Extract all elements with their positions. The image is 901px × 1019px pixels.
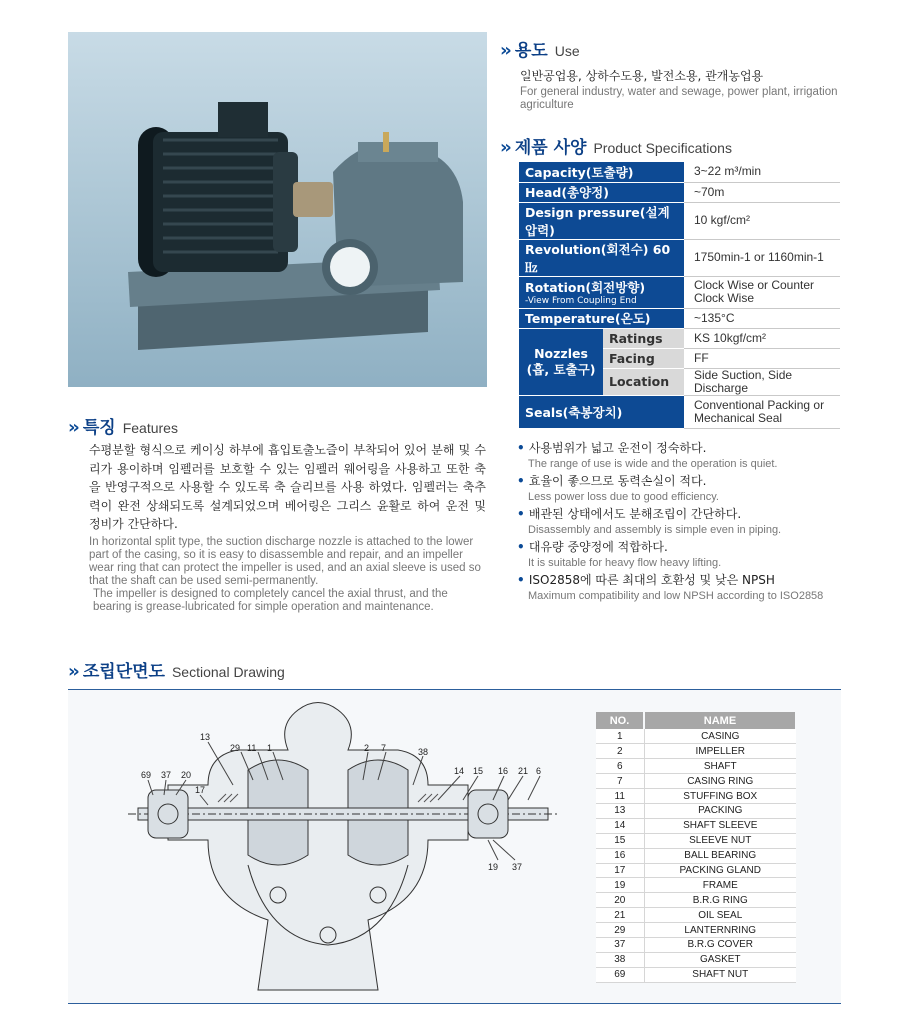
features-title-ko: 특징: [82, 418, 116, 438]
callout-label: 2: [364, 743, 370, 753]
bullet-en: The range of use is wide and the operation is quiet.: [528, 458, 778, 470]
part-name: GASKET: [644, 952, 796, 967]
spec-value: Clock Wise or Counter Clock Wise: [684, 276, 840, 308]
spec-row-capacity: [519, 162, 840, 182]
callout-label: 20: [181, 770, 192, 780]
spec-label: Capacity(토출량): [519, 162, 684, 182]
spec-row-pressure: [519, 202, 840, 239]
spec-label: Temperature(온도): [519, 308, 684, 328]
features-section-title: [68, 413, 178, 438]
spec-label: (흡, 토출구): [526, 361, 596, 377]
part-name: FRAME: [644, 878, 796, 893]
spec-value: ~135°C: [684, 308, 840, 328]
drawing-section-title: [68, 657, 285, 682]
spec-sublabel: Location: [603, 368, 684, 395]
callout-label: 37: [161, 770, 172, 780]
bullet-ko: • 사용범위가 넓고 운전이 정숙하다.: [517, 440, 847, 456]
spec-label-nozzles: [519, 328, 603, 395]
callout-label: 14: [454, 766, 465, 776]
table-row: [596, 759, 796, 774]
spec-row-seals: [519, 395, 840, 428]
table-row: [596, 893, 796, 908]
spec-label: Design pressure(설계압력): [519, 202, 684, 239]
spec-label: Revolution(회전수) 60㎐: [519, 239, 684, 276]
parts-table: [596, 712, 797, 983]
use-text-ko: 일반공업용, 상하수도용, 발전소용, 관개농업용: [520, 69, 764, 83]
use-text-en: For general industry, water and sewage, power plant, irrigation agriculture: [520, 86, 838, 111]
spec-label: Head(총양정): [519, 182, 684, 202]
part-name: SLEEVE NUT: [644, 833, 796, 848]
table-row: [596, 952, 796, 967]
double-chevron-icon: ››: [500, 40, 509, 61]
part-name: BALL BEARING: [644, 848, 796, 863]
spec-sublabel: Facing: [603, 348, 684, 368]
spec-value: 10 kgf/cm²: [684, 202, 840, 239]
bullet-ko: • 배관된 상태에서도 분해조립이 간단하다.: [517, 506, 847, 522]
callout-label: 37: [512, 862, 523, 872]
spec-label: Seals(축봉장치): [519, 395, 684, 428]
callout-label: 11: [247, 743, 257, 753]
bullet-ko: • 대유량 중양정에 적합하다.: [517, 539, 847, 555]
callout-label: 38: [418, 747, 429, 757]
table-row: [596, 908, 796, 923]
callout-label: 19: [488, 862, 499, 872]
spec-value: 1750min-1 or 1160min-1: [684, 239, 840, 276]
use-section-title: [500, 36, 580, 61]
table-row: [596, 967, 796, 982]
use-title-en: Use: [554, 43, 580, 59]
part-name: SHAFT: [644, 759, 796, 774]
spec-row-revolution: [519, 239, 840, 276]
feature-bullet: [517, 506, 847, 538]
callout-label: 6: [536, 766, 542, 776]
part-name: PACKING GLAND: [644, 863, 796, 878]
part-number: 16: [596, 848, 644, 863]
pump-illustration: [68, 32, 487, 387]
part-number: 1: [596, 729, 644, 744]
spec-section-title: [500, 133, 732, 158]
use-title-ko: 용도: [514, 41, 548, 61]
part-name: B.R.G RING: [644, 893, 796, 908]
spec-value: 3~22 m³/min: [684, 162, 840, 182]
callout-label: 17: [195, 785, 206, 795]
spec-row-ratings: [519, 328, 840, 348]
spec-value: ~70m: [684, 182, 840, 202]
part-number: 11: [596, 789, 644, 804]
part-number: 38: [596, 952, 644, 967]
part-number: 13: [596, 803, 644, 818]
table-row: [596, 923, 796, 938]
bullet-en: It is suitable for heavy flow heavy lifting.: [528, 557, 722, 569]
spec-sublabel: -View From Coupling End: [525, 296, 637, 306]
part-number: 6: [596, 759, 644, 774]
part-number: 37: [596, 937, 644, 952]
bullet-en: Disassembly and assembly is simple even in piping.: [528, 524, 782, 536]
part-name: B.R.G COVER: [644, 937, 796, 952]
table-row: [596, 744, 796, 759]
spec-label: Rotation(회전방향): [525, 280, 646, 295]
callout-label: 21: [518, 766, 529, 776]
parts-table-body: [596, 729, 796, 982]
part-name: CASING RING: [644, 774, 796, 789]
bullet-ko: • ISO2858에 따른 최대의 호환성 및 낮은 NPSH: [517, 572, 847, 588]
parts-header-row: [596, 712, 796, 729]
feature-bullet: [517, 440, 847, 472]
part-name: STUFFING BOX: [644, 789, 796, 804]
drawing-title-ko: 조립단면도: [82, 662, 165, 682]
spec-sublabel: Ratings: [603, 328, 684, 348]
part-number: 7: [596, 774, 644, 789]
features-en-paragraph-1: In horizontal split type, the suction discharge nozzle is attached to the lower part of the casing, so it is easy to disassemble and repair, and an impeller wear ring that can protect the impeller is used, and an axial sleeve is used so that the shaft can be used semi-permanently.: [89, 536, 481, 587]
features-title-en: Features: [122, 420, 178, 436]
double-chevron-icon: ››: [68, 661, 77, 682]
callout-label: 7: [381, 743, 387, 753]
spec-value: KS 10kgf/cm²: [684, 328, 840, 348]
spec-label: Nozzles: [534, 345, 588, 361]
part-number: 69: [596, 967, 644, 982]
table-row: [596, 937, 796, 952]
parts-header-no: NO.: [596, 712, 644, 729]
features-text-en: [89, 536, 486, 614]
callout-label: 69: [141, 770, 152, 780]
part-name: CASING: [644, 729, 796, 744]
feature-bullet: [517, 539, 847, 571]
spec-value: Conventional Packing or Mechanical Seal: [684, 395, 840, 428]
bullet-ko: • 효율이 좋으므로 동력손실이 적다.: [517, 473, 847, 489]
callout-label: 13: [200, 732, 211, 742]
spec-title-en: Product Specifications: [593, 140, 732, 156]
part-number: 29: [596, 923, 644, 938]
table-row: [596, 848, 796, 863]
part-number: 21: [596, 908, 644, 923]
table-row: [596, 774, 796, 789]
part-name: IMPELLER: [644, 744, 796, 759]
part-number: 19: [596, 878, 644, 893]
drawing-title-en: Sectional Drawing: [171, 664, 285, 680]
part-number: 20: [596, 893, 644, 908]
features-en-paragraph-2: The impeller is designed to completely cancel the axial thrust, and the bearing is grease-lubricated for simple operation and maintenance.: [93, 588, 448, 613]
spec-row-rotation: [519, 276, 840, 308]
feature-bullet: [517, 473, 847, 505]
callout-label: 15: [473, 766, 484, 776]
callout-label: 1: [267, 743, 273, 753]
table-row: [596, 789, 796, 804]
spec-row-head: [519, 182, 840, 202]
double-chevron-icon: ››: [500, 137, 509, 158]
table-row: [596, 818, 796, 833]
table-row: [596, 833, 796, 848]
sectional-drawing: [68, 690, 588, 1003]
part-number: 15: [596, 833, 644, 848]
bullet-en: Maximum compatibility and low NPSH according to ISO2858: [528, 590, 824, 602]
bullet-en: Less power loss due to good efficiency.: [528, 491, 719, 503]
callout-label: 29: [230, 743, 241, 753]
spec-value: FF: [684, 348, 840, 368]
table-row: [596, 863, 796, 878]
parts-header-name: NAME: [644, 712, 796, 729]
spec-row-temperature: [519, 308, 840, 328]
spec-value: Side Suction, Side Discharge: [684, 368, 840, 395]
table-row: [596, 803, 796, 818]
feature-bullets: [517, 440, 847, 605]
part-name: OIL SEAL: [644, 908, 796, 923]
part-number: 2: [596, 744, 644, 759]
part-name: LANTERNRING: [644, 923, 796, 938]
table-row: [596, 729, 796, 744]
feature-bullet: [517, 572, 847, 604]
part-name: PACKING: [644, 803, 796, 818]
part-name: SHAFT SLEEVE: [644, 818, 796, 833]
features-text-ko: 수평분할 형식으로 케이싱 하부에 흡입토출노즐이 부착되어 있어 분해 및 수리가 용이하며 임펠러를 보호할 수 있는 임펠러 웨어링을 사용하고 또한 축을 반영구적으로 사용할 수 있도록 축 슬리브를 사용 하였다. 임펠러는 축추력이 완전 상쇄되도록 설계되었으며 베어링은 그리스 윤활로 하여 운전 및 정비가 간단하다.: [89, 443, 486, 531]
double-chevron-icon: ››: [68, 417, 77, 438]
spec-label-rotation: [519, 276, 684, 308]
spec-title-ko: 제품 사양: [514, 138, 587, 158]
part-number: 17: [596, 863, 644, 878]
spec-table: [519, 162, 840, 429]
part-name: SHAFT NUT: [644, 967, 796, 982]
pump-photo: [68, 32, 487, 387]
callout-label: 16: [498, 766, 509, 776]
part-number: 14: [596, 818, 644, 833]
table-row: [596, 878, 796, 893]
